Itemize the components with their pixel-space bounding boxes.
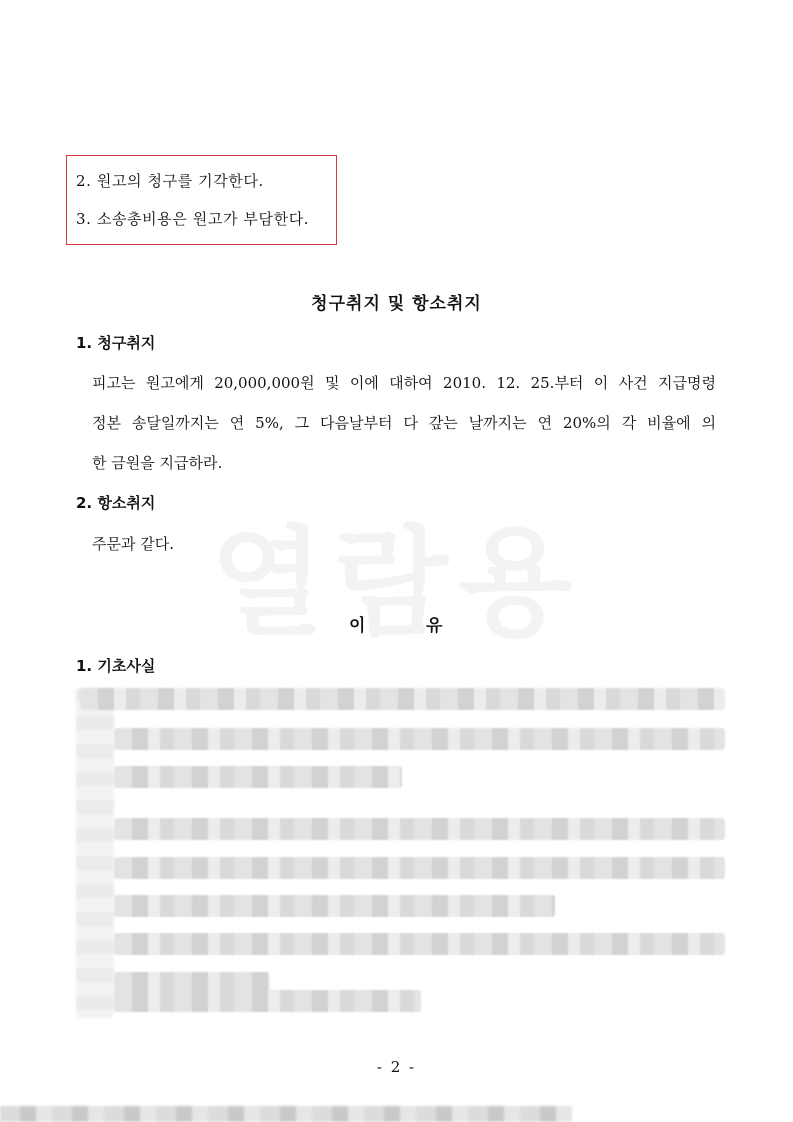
order-item-2: 2. 원고의 청구를 기각한다. — [76, 172, 264, 190]
page-number: - 2 - — [376, 1058, 417, 1076]
reasons-title-left: 이 — [349, 616, 366, 636]
redacted-line — [114, 990, 421, 1012]
redacted-line — [114, 766, 402, 788]
redacted-side-column — [76, 688, 114, 1018]
appeal-text: 주문과 같다. — [92, 535, 174, 553]
claim-line-1: 피고는 원고에게 20,000,000원 및 이에 대하여 2010. 12. 25.부터 이 사건 지급명령 — [92, 374, 716, 392]
appeal-heading: 2. 항소취지 — [76, 494, 156, 512]
redacted-line — [114, 857, 725, 879]
watermark — [210, 488, 582, 658]
reasons-title-right: 유 — [426, 616, 443, 636]
claim-line-3: 한 금원을 지급하라. — [92, 454, 223, 472]
redacted-line — [80, 688, 725, 710]
claim-heading: 1. 청구취지 — [76, 334, 156, 352]
redacted-line — [114, 895, 555, 917]
redacted-line — [114, 728, 725, 750]
redacted-line — [114, 818, 725, 840]
order-item-3: 3. 소송총비용은 원고가 부담한다. — [76, 210, 310, 228]
facts-heading: 1. 기초사실 — [76, 657, 156, 675]
redacted-footer — [0, 1106, 572, 1122]
order-highlight-box — [66, 155, 337, 245]
claim-section-title: 청구취지 및 항소취지 — [311, 294, 482, 314]
claim-line-2: 정본 송달일까지는 연 5%, 그 다음날부터 다 갚는 날까지는 연 20%의 각 비율에 의 — [92, 414, 716, 432]
redacted-line — [114, 933, 725, 955]
